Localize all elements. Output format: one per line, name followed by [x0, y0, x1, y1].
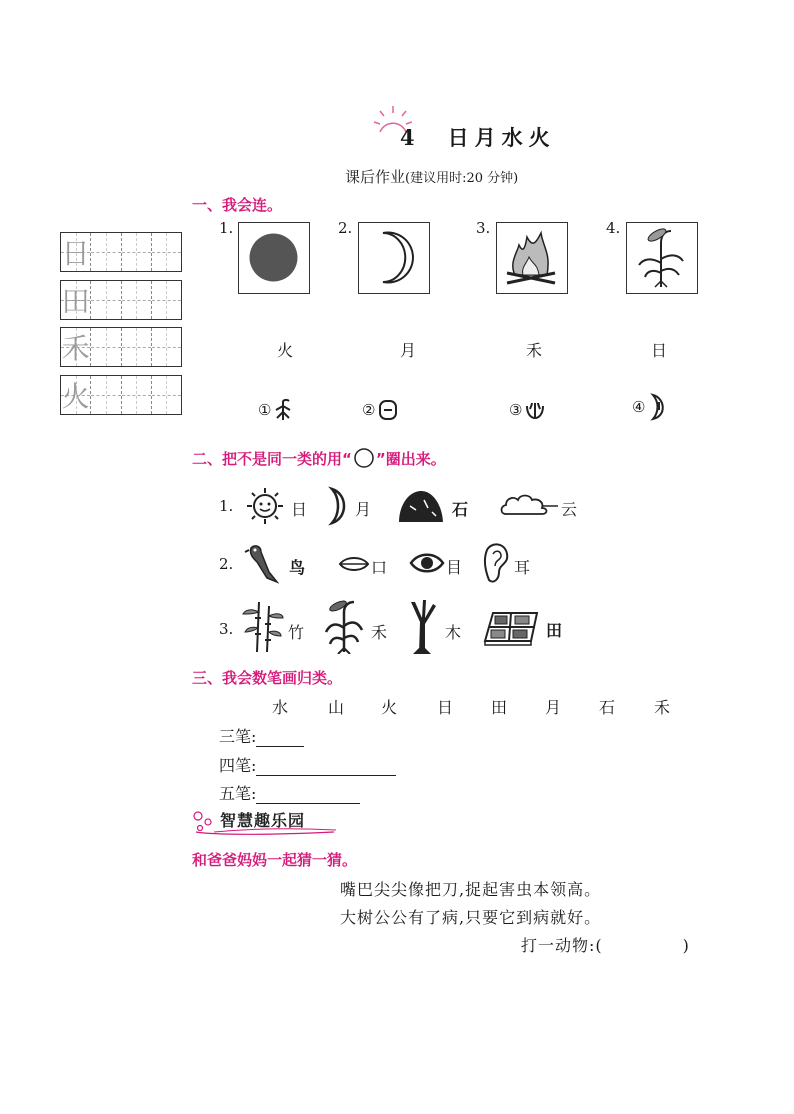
ancient-form-3 [509, 398, 546, 422]
section2-heading [192, 447, 446, 469]
item-label: 云 [561, 500, 578, 519]
item-label: 目 [446, 558, 463, 577]
row-number: 2. [219, 555, 234, 573]
blank-label: 五笔: [219, 784, 257, 803]
ancient-ri-icon [377, 398, 399, 422]
grid-cell[interactable] [61, 233, 91, 271]
trace-grid-row[interactable] [60, 280, 182, 320]
picture-number: 4. [606, 219, 621, 237]
tree-icon [405, 596, 439, 656]
answer-line[interactable] [256, 759, 396, 776]
trace-grid-row[interactable] [60, 232, 182, 272]
grid-cell[interactable] [91, 281, 121, 319]
ancient-form-1 [258, 398, 293, 422]
match-char: 火 [277, 341, 294, 360]
grid-cell[interactable] [91, 233, 121, 271]
section2-heading-a: 二、把不是同一类的用“ [192, 449, 352, 468]
sun-disc-icon [239, 223, 308, 292]
answer-close: ) [682, 936, 690, 955]
item-label: 禾 [371, 623, 388, 642]
section3-heading: 三、我会数笔画归类。 [192, 669, 343, 687]
riddle-answer [521, 933, 690, 956]
picture-box [238, 222, 310, 294]
item-label: 鸟 [289, 558, 306, 577]
blank-label: 四笔: [219, 756, 257, 775]
fun-zone-banner [188, 806, 338, 836]
ancient-number: ② [362, 401, 376, 419]
blank-row-three [219, 724, 304, 747]
subtitle-main: 课后作业 [345, 168, 406, 186]
picture-number: 2. [338, 219, 353, 237]
picture-box [626, 222, 698, 294]
grid-cell[interactable] [152, 376, 181, 414]
field-icon [479, 607, 541, 647]
page-subtitle [345, 166, 518, 187]
grid-cell[interactable] [91, 376, 121, 414]
ear-icon [481, 540, 511, 586]
grid-cell[interactable] [152, 233, 181, 271]
trace-grid-row[interactable] [60, 375, 182, 415]
page-title: 4 日月水火 [400, 125, 556, 150]
section1-heading: 一、我会连。 [192, 196, 283, 214]
bird-icon [243, 542, 279, 586]
circle-mark-icon [352, 447, 376, 469]
picture-number: 3. [476, 219, 491, 237]
stroke-char: 田 [491, 698, 508, 717]
blank-label: 三笔: [219, 727, 257, 746]
item-label: 田 [546, 621, 563, 640]
bamboo-icon [241, 598, 285, 654]
blank-row-four [219, 753, 396, 776]
match-char: 月 [400, 341, 417, 360]
stroke-char: 水 [272, 698, 289, 717]
eye-icon [409, 550, 445, 576]
row-number: 3. [219, 620, 234, 638]
picture-box [358, 222, 430, 294]
cloud-icon [498, 490, 560, 520]
sun-face-icon [243, 486, 287, 526]
trace-char: 火 [61, 380, 90, 413]
grid-cell[interactable] [122, 328, 152, 366]
item-label: 竹 [288, 623, 305, 642]
subtitle-note: (建议用时:20 分钟) [405, 171, 519, 186]
grain-plant-icon [627, 223, 696, 292]
ancient-form-2 [362, 398, 399, 422]
grid-cell[interactable] [122, 281, 152, 319]
ancient-yue-icon [647, 392, 671, 422]
item-label: 木 [445, 623, 462, 642]
riddle-line-1: 嘴巴尖尖像把刀,捉起害虫本领高。 [340, 880, 602, 899]
section2-heading-b: ”圈出来。 [375, 449, 446, 468]
rice-plant-icon [324, 598, 364, 654]
item-label: 月 [355, 500, 372, 519]
answer-prompt: 打一动物:( [521, 936, 603, 955]
trace-char: 日 [61, 237, 90, 270]
answer-line[interactable] [256, 787, 360, 804]
ancient-number: ① [258, 401, 272, 419]
riddle-heading: 和爸爸妈妈一起猜一猜。 [192, 851, 358, 869]
grid-cell[interactable] [91, 328, 121, 366]
item-label: 口 [371, 558, 388, 577]
banner-title: 智慧趣乐园 [220, 811, 306, 830]
picture-number: 1. [219, 219, 234, 237]
campfire-icon [497, 223, 566, 292]
mouth-icon [338, 554, 370, 574]
trace-char: 田 [61, 285, 90, 318]
moon-face-icon [326, 486, 352, 526]
stroke-char: 月 [545, 698, 562, 717]
match-char: 禾 [526, 341, 543, 360]
ancient-form-4 [632, 392, 671, 422]
item-label: 日 [291, 500, 308, 519]
answer-line[interactable] [256, 730, 304, 747]
item-label: 石 [452, 500, 469, 519]
riddle-line-2: 大树公公有了病,只要它到病就好。 [340, 908, 602, 927]
rock-icon [396, 486, 446, 526]
match-char: 日 [651, 341, 668, 360]
item-label: 耳 [514, 558, 531, 577]
trace-grid-row[interactable] [60, 327, 182, 367]
ancient-huo-icon [524, 398, 546, 422]
ancient-number: ③ [509, 401, 523, 419]
grid-cell[interactable] [152, 281, 181, 319]
picture-box [496, 222, 568, 294]
stroke-char: 石 [599, 698, 616, 717]
grid-cell[interactable] [61, 328, 91, 366]
grid-cell[interactable] [122, 233, 152, 271]
stroke-char: 火 [381, 698, 398, 717]
stroke-char: 山 [328, 698, 345, 717]
ancient-number: ④ [632, 398, 646, 416]
stroke-char: 日 [437, 698, 454, 717]
trace-char: 禾 [61, 332, 90, 365]
row-number: 1. [219, 497, 234, 515]
grid-cell[interactable] [61, 376, 91, 414]
ancient-he-icon [273, 398, 293, 422]
stroke-char: 禾 [654, 698, 671, 717]
blank-row-five [219, 781, 360, 804]
crescent-moon-icon [359, 223, 428, 292]
grid-cell[interactable] [152, 328, 181, 366]
grid-cell[interactable] [61, 281, 91, 319]
grid-cell[interactable] [122, 376, 152, 414]
